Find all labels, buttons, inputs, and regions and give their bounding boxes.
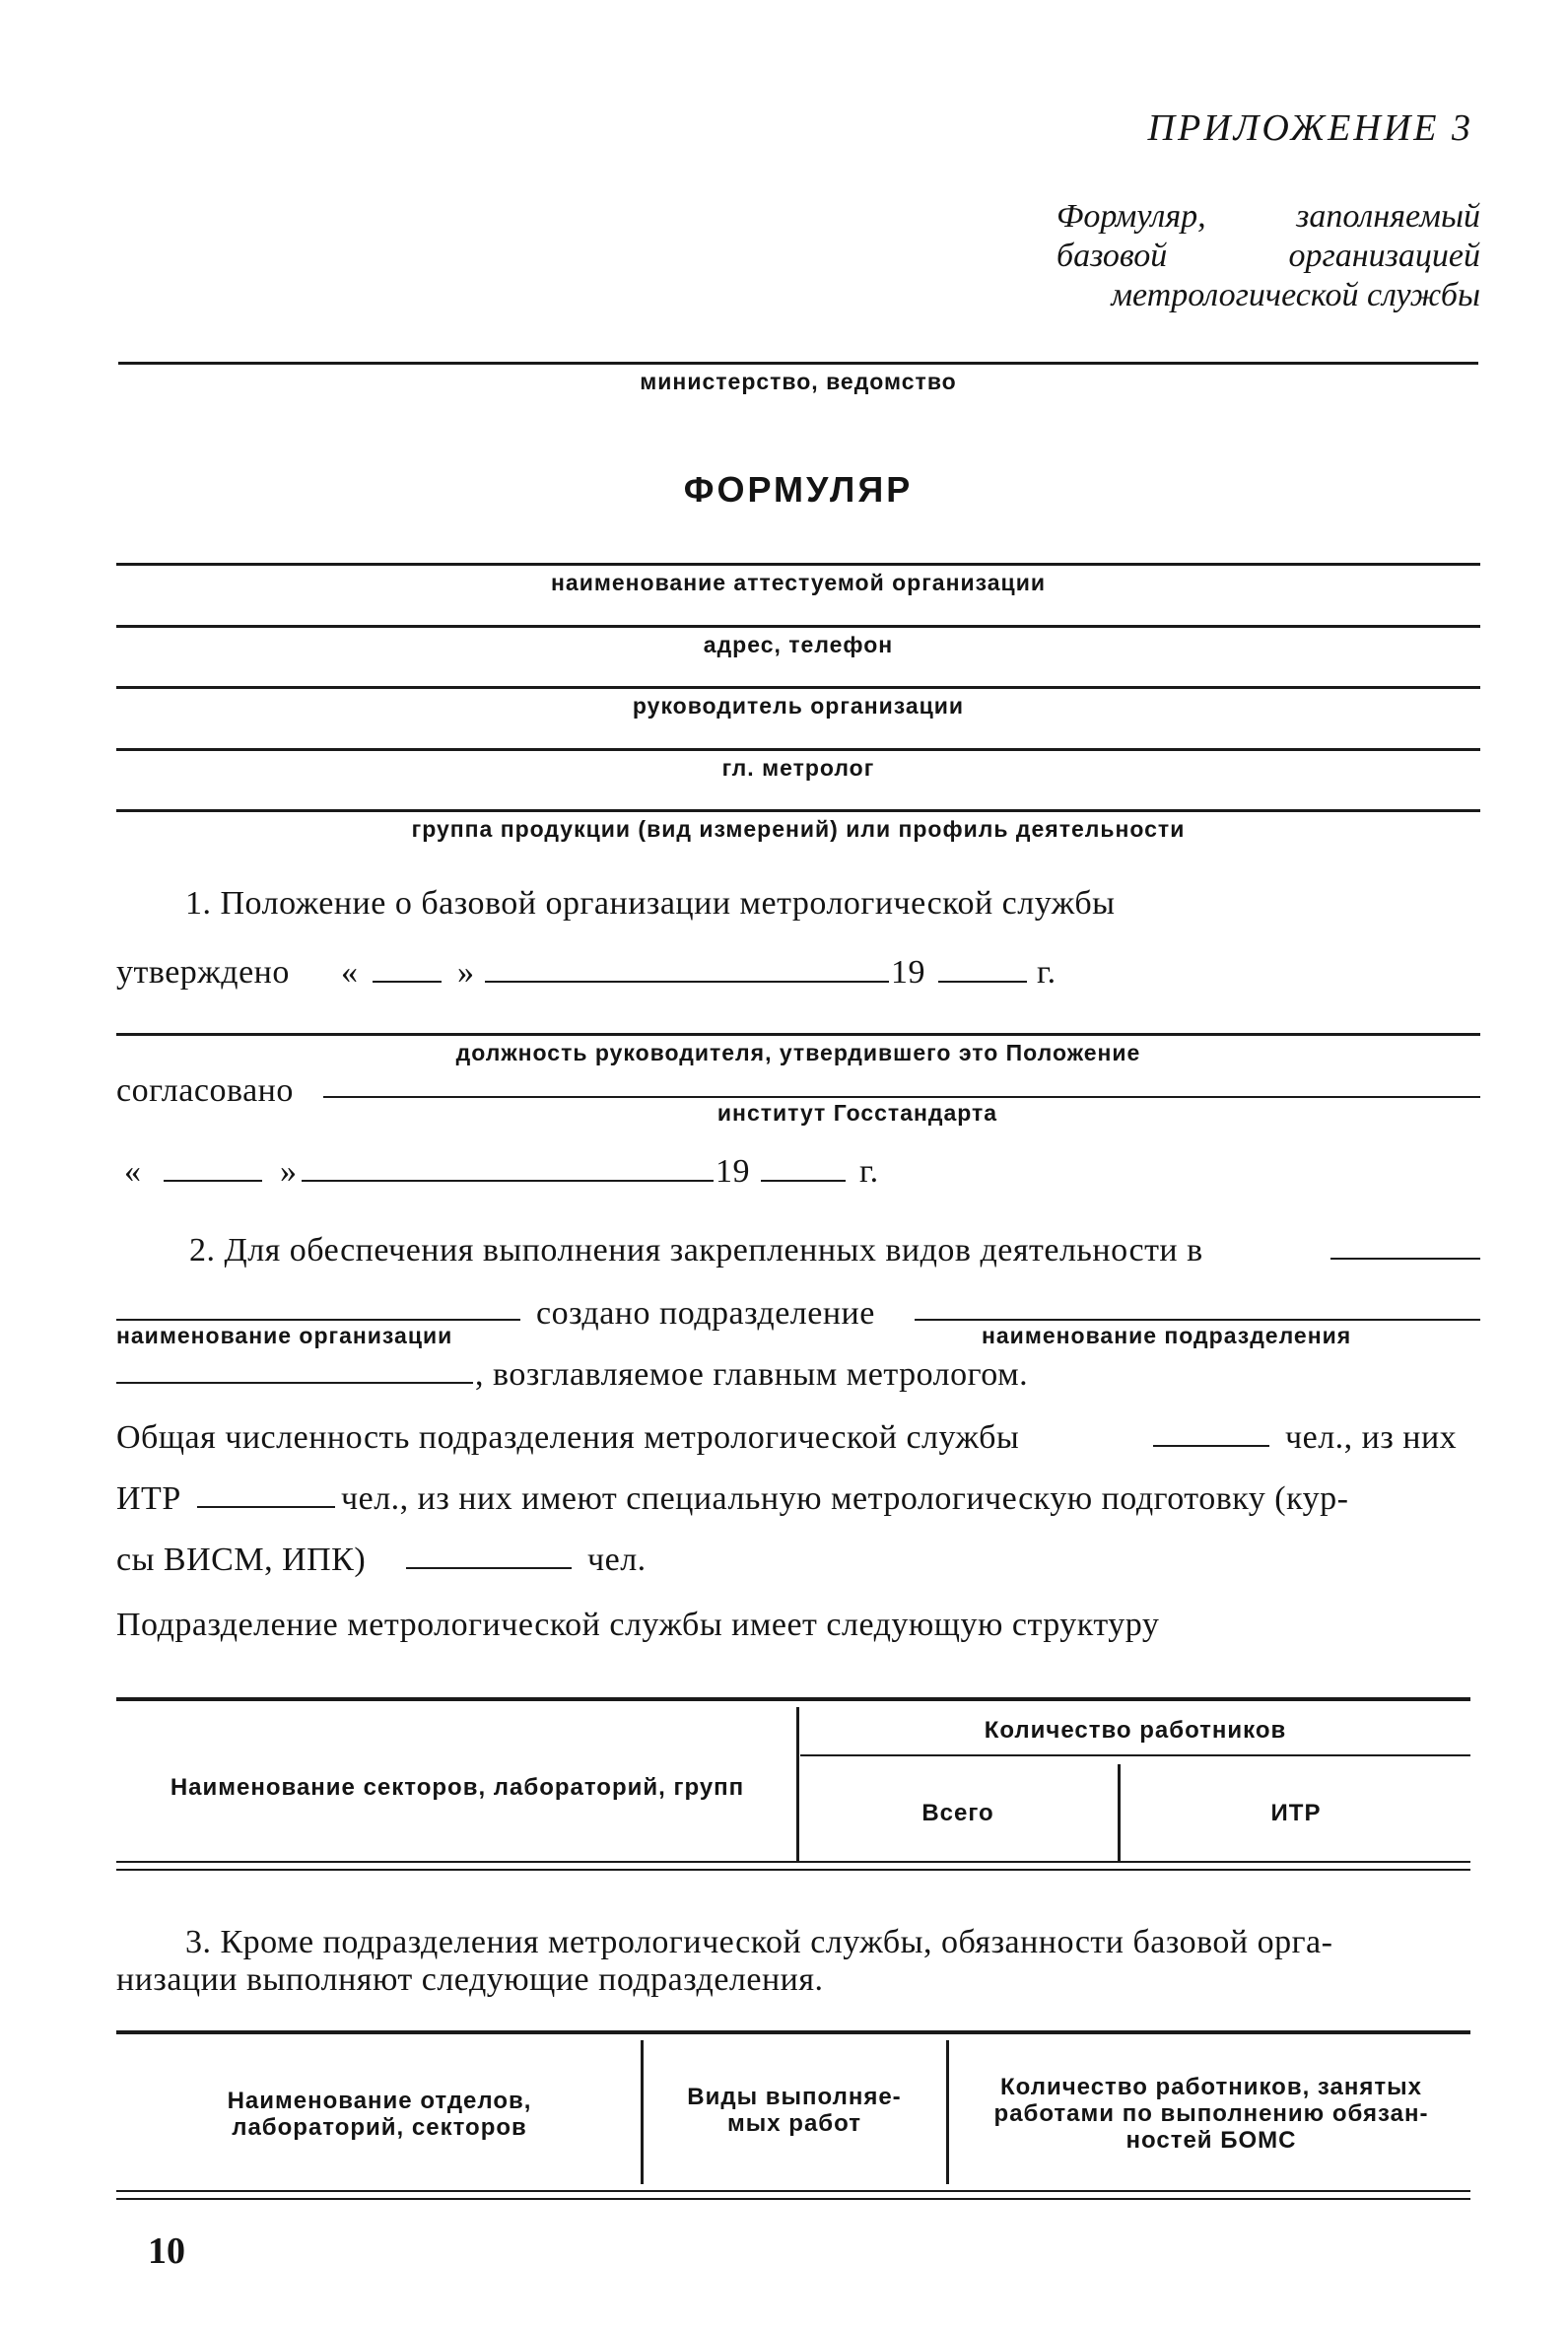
table1-col-divider xyxy=(796,1707,799,1861)
org-name-blank[interactable] xyxy=(116,1319,520,1321)
table2-header-name-line: Наименование отделов, xyxy=(227,2088,532,2114)
approved-year-prefix: 19 xyxy=(891,954,925,991)
section3-line1: 3. Кроме подразделения метрологической службы, обязанности базовой орга- xyxy=(185,1924,1333,1960)
total-staff-suffix: чел., из них xyxy=(1285,1419,1458,1456)
form-title: ФОРМУЛЯР xyxy=(683,469,914,510)
agreed-line[interactable] xyxy=(323,1096,1480,1098)
table2-col-divider-2 xyxy=(946,2040,949,2184)
structure-text: Подразделение метрологической службы имеет следующую структуру xyxy=(116,1607,1160,1643)
table2-header-work xyxy=(647,2084,942,2137)
org-name-line xyxy=(116,563,1480,566)
division-name-blank[interactable] xyxy=(915,1319,1480,1321)
ministry-caption: министерство, ведомство xyxy=(640,369,957,394)
subtitle-line: Формуляр, заполняемый xyxy=(1057,198,1480,235)
agreed-month-blank[interactable] xyxy=(302,1180,714,1182)
approved-year-blank[interactable] xyxy=(938,981,1027,983)
subtitle-line: базовой организацией xyxy=(1057,238,1480,274)
table2-header-count-line: ностей БОМС xyxy=(1125,2127,1297,2154)
product-group-line xyxy=(116,809,1480,812)
courses-blank[interactable] xyxy=(406,1567,572,1569)
agreed-quote-close: » xyxy=(280,1153,298,1190)
org-name-caption: наименование аттестуемой организации xyxy=(551,570,1046,595)
ministry-line xyxy=(118,362,1478,365)
section2-org-blank[interactable] xyxy=(1330,1258,1480,1260)
agreed-label: согласовано xyxy=(116,1072,294,1109)
table2-bottom-rule-2 xyxy=(116,2198,1470,2200)
metrologist-line xyxy=(116,748,1480,751)
table1-header-group: Количество работников xyxy=(984,1717,1287,1744)
table2-top-rule xyxy=(116,2030,1470,2034)
division-name-small-caption: наименование подразделения xyxy=(982,1323,1352,1348)
approved-quote-close: » xyxy=(457,954,475,991)
agreed-year-prefix: 19 xyxy=(716,1153,750,1190)
table2-bottom-rule-1 xyxy=(116,2190,1470,2192)
approved-year-suffix: г. xyxy=(1037,954,1057,991)
table2-col-divider-1 xyxy=(641,2040,644,2184)
head-position-line xyxy=(116,1033,1480,1036)
total-staff-text: Общая численность подразделения метрологической службы xyxy=(116,1419,1020,1456)
table2-header-work-line: мых работ xyxy=(727,2110,861,2137)
approved-quote-open: « xyxy=(341,954,359,991)
table2-header-work-line: Виды выполняе- xyxy=(687,2084,902,2110)
address-line xyxy=(116,625,1480,628)
head-line xyxy=(116,686,1480,689)
agreed-year-blank[interactable] xyxy=(761,1180,846,1182)
table2-header-count-line: Количество работников, занятых xyxy=(1000,2074,1422,2100)
division-name-blank-2[interactable] xyxy=(116,1382,473,1384)
table2-header-name xyxy=(122,2088,637,2141)
table1-group-rule xyxy=(800,1754,1470,1756)
itr-blank[interactable] xyxy=(197,1506,335,1508)
appendix-title: ПРИЛОЖЕНИЕ 3 xyxy=(1147,107,1473,149)
section3-line2: низации выполняют следующие подразделения. xyxy=(116,1961,824,1998)
address-caption: адрес, телефон xyxy=(703,632,894,657)
itr-label: ИТР xyxy=(116,1480,181,1517)
section2-heading: 2. Для обеспечения выполнения закрепленных видов деятельности в xyxy=(189,1232,1203,1268)
institute-caption: институт Госстандарта xyxy=(716,1100,998,1126)
table1-bottom-rule-1 xyxy=(116,1861,1470,1863)
metrologist-caption: гл. метролог xyxy=(721,755,875,781)
approved-month-blank[interactable] xyxy=(485,981,889,983)
itr-text: чел., из них имеют специальную метрологическую подготовку (кур- xyxy=(341,1480,1349,1517)
head-caption: руководитель организации xyxy=(632,693,965,719)
agreed-year-suffix: г. xyxy=(859,1153,879,1190)
form-subtitle xyxy=(1057,197,1480,315)
head-position-caption: должность руководителя, утвердившего это Положение xyxy=(455,1040,1141,1065)
table1-top-rule xyxy=(116,1697,1470,1701)
table1-header-itr: ИТР xyxy=(1270,1800,1322,1826)
table1-subcol-divider xyxy=(1118,1764,1121,1861)
product-group-caption: группа продукции (вид измерений) или профиль деятельности xyxy=(411,816,1186,842)
page-number: 10 xyxy=(148,2230,185,2272)
approved-day-blank[interactable] xyxy=(373,981,442,983)
headed-text: , возглавляемое главным метрологом. xyxy=(475,1356,1029,1393)
org-name-small-caption: наименование организации xyxy=(116,1323,453,1348)
table1-bottom-rule-2 xyxy=(116,1869,1470,1871)
created-label: создано подразделение xyxy=(536,1295,875,1332)
agreed-quote-open: « xyxy=(124,1153,142,1190)
table2-header-name-line: лабораторий, секторов xyxy=(232,2114,527,2141)
subtitle-line: метрологической службы xyxy=(1111,277,1480,313)
agreed-day-blank[interactable] xyxy=(164,1180,262,1182)
approved-label: утверждено xyxy=(116,954,290,991)
table1-header-name: Наименование секторов, лабораторий, групп xyxy=(170,1774,745,1801)
section1-heading: 1. Положение о базовой организации метрологической службы xyxy=(185,885,1116,922)
courses-suffix: чел. xyxy=(587,1542,647,1578)
table2-header-count-line: работами по выполнению обязан- xyxy=(993,2100,1429,2127)
courses-label: сы ВИСМ, ИПК) xyxy=(116,1542,367,1578)
table1-header-total: Всего xyxy=(921,1800,994,1826)
total-staff-blank[interactable] xyxy=(1153,1445,1269,1447)
table2-header-count xyxy=(952,2074,1470,2154)
